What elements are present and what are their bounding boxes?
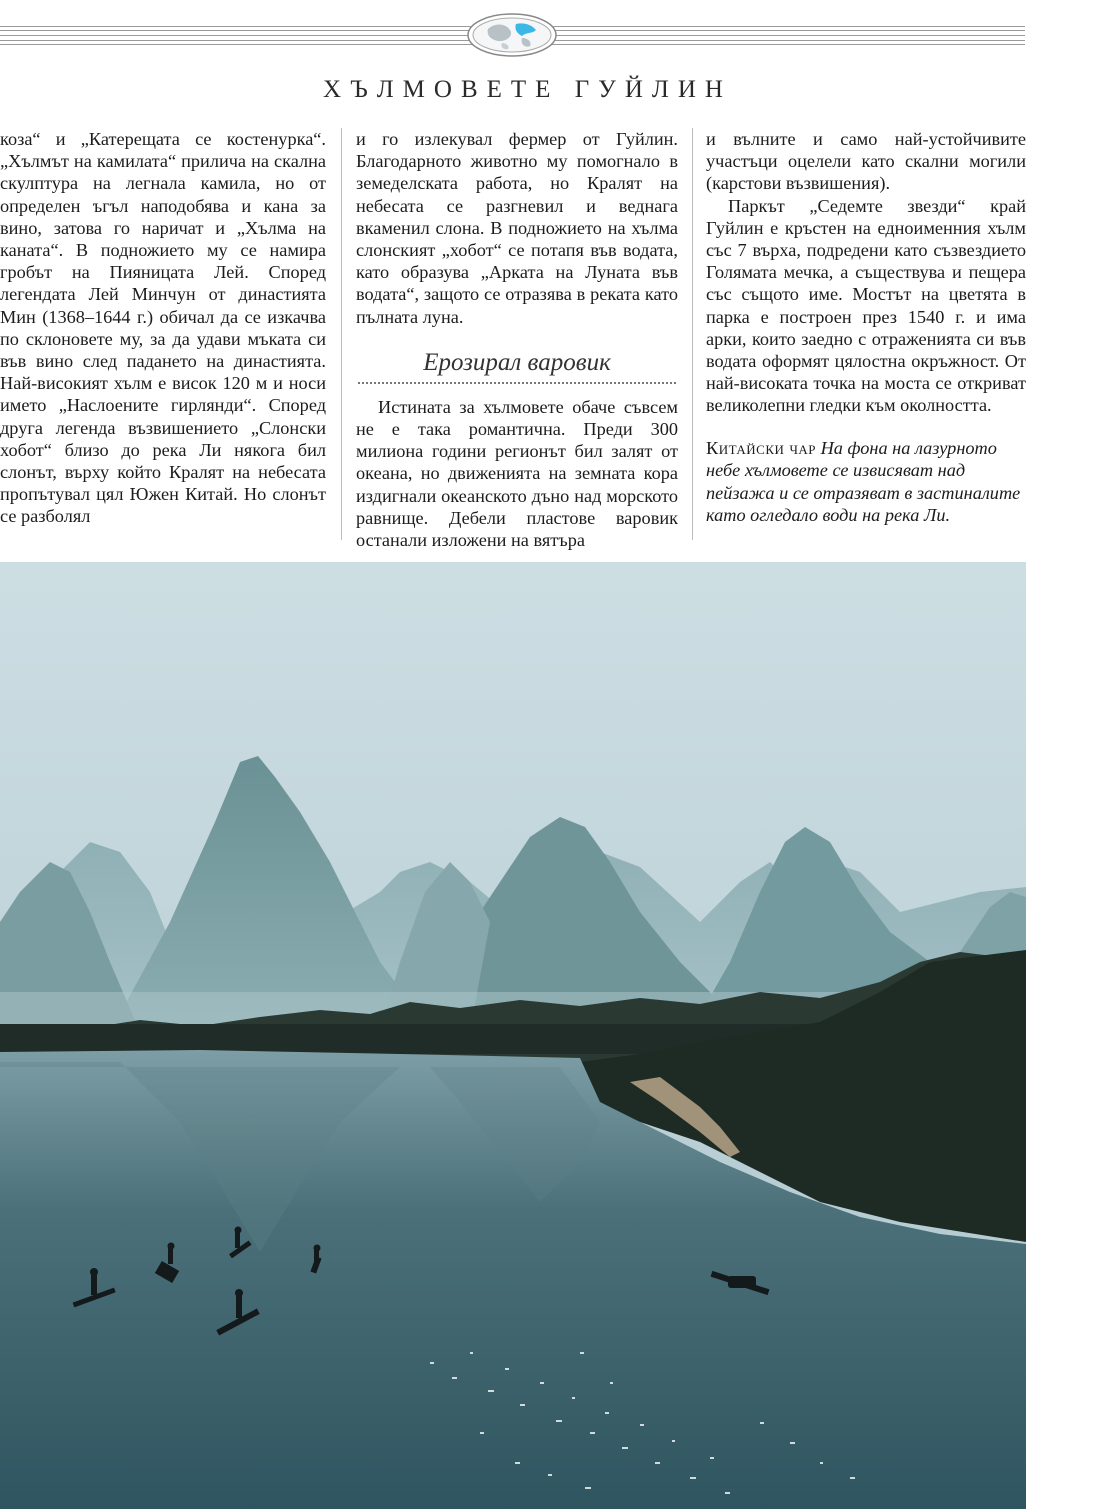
karst-hills-li-river-photo — [0, 562, 1026, 1509]
caption-label: Китайски чар — [706, 437, 817, 458]
column-divider — [692, 128, 693, 540]
body-paragraph: Паркът „Седемте звезди“ край Гуйлин е кръстен на едноименния хълм със 7 върха, подредени като съзвездието Голямата мечка, а съществува и пещера със същото име. Мостът на цветята в парка е построен през 1540 г. и има арки, които заедно с отраженията си във водата оформят цялостна окръжност. От най-високата точка на моста се откриват великолепни гледки към околността. — [706, 195, 1026, 416]
column-divider — [341, 128, 342, 540]
photo-caption — [706, 437, 1026, 527]
running-title: ХЪЛМОВЕТЕ ГУЙЛИН — [323, 76, 732, 103]
caption-text: На фона на лазурното небе хълмовете се извисяват над пейзажа и се отразяват в застиналите като огледало води на река Ли. — [706, 437, 1021, 526]
text-column-1 — [0, 128, 326, 528]
body-paragraph: и вълните и само най-устойчивите участъци оцелели като скални могили (карстови възвишения). — [706, 129, 1026, 194]
body-paragraph: коза“ и „Катерещата се костенурка“. „Хълмът на камилата“ прилича на скална скулптура на легнала камила, но от определен ъгъл наподобява и кана за вино, затова го наричат и „Хълма на каната“. В подножието му се намира гробът на Пияницата Лей. Според легендата Лей Минчун от династията Мин (1368–1644 г.) обичал да се изкачва по склоновете му, за да удави мъката си във вино след падането на династията. Най-високият хълм е висок 120 м и носи името „Наслоените гирлянди“. Според друга легенда възвишението „Слонски хобот“ близо до река Ли някога бил слонът, върху който Кралят на небесата пропътувал цял Южен Китай. Но слонът се разболял — [0, 129, 326, 527]
section-subheading: Ерозирал варовик — [423, 348, 611, 376]
text-column-2 — [356, 128, 678, 551]
text-column-3 — [706, 128, 1026, 527]
dotted-divider — [358, 382, 676, 384]
body-paragraph: Истината за хълмовете обаче съвсем не е така романтична. Преди 300 милиона години регионът бил залят от океана, но движенията на земната кора издигнали океанското дъно над морското равнище. Дебели пластове варовик останали изложени на вятъра — [356, 396, 678, 551]
globe-icon — [466, 12, 558, 58]
body-paragraph: и го излекувал фермер от Гуйлин. Благодарното животно му помогнало в земеделската работа, но Кралят на небесата се разгневил и веднага вкаменил слона. В подножието на хълма слонският „хобот“ се потапя във водата, като образува „Арката на Луната във водата“, защото се отразява в реката като пълната луна. — [356, 129, 678, 327]
